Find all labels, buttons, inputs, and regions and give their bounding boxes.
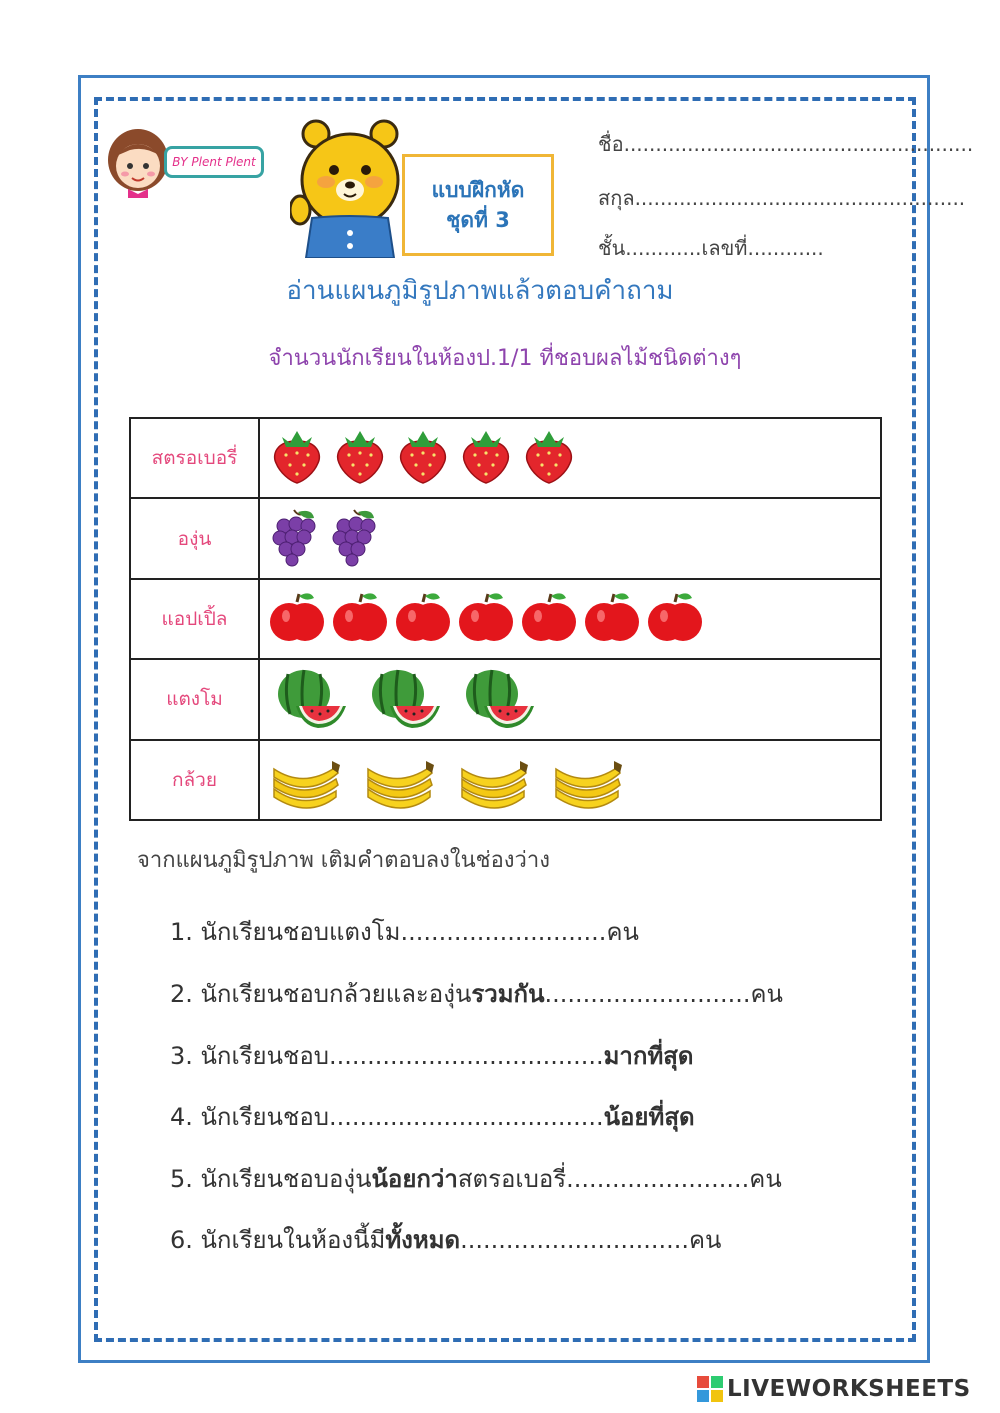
creator-label: BY Plent Plent: [164, 146, 264, 178]
question-text: 1. นักเรียนชอบแตงโม: [170, 918, 401, 946]
watermelon-icon: [456, 666, 536, 732]
question-text: 3. นักเรียนชอบ: [170, 1042, 329, 1070]
strawberry-icon: [394, 425, 452, 491]
answer-blank[interactable]: ....................................: [328, 1042, 604, 1070]
banana-icon: [362, 747, 434, 813]
strawberry-icon: [520, 425, 578, 491]
question-4: [170, 1097, 695, 1136]
pictograph-row: [130, 579, 881, 659]
answer-blank[interactable]: ...........................: [544, 980, 751, 1008]
class-number-field[interactable]: ชั้น............เลขที่............: [598, 236, 824, 260]
category-label: แอปเปิ้ล: [130, 579, 259, 659]
apple-icon: [646, 586, 704, 652]
question-2: [170, 974, 783, 1013]
liveworksheets-watermark: [697, 1376, 971, 1402]
pictograph-row: [130, 740, 881, 820]
question-unit: คน: [688, 1226, 722, 1254]
pictograph-icons: [259, 659, 881, 739]
banana-icon: [550, 747, 622, 813]
apple-icon: [457, 586, 515, 652]
category-label: แตงโม: [130, 659, 259, 739]
strawberry-icon: [331, 425, 389, 491]
set-title: แบบฝึกหัด: [431, 177, 525, 202]
page-title: อ่านแผนภูมิรูปภาพแล้วตอบคำถาม: [286, 276, 674, 306]
question-unit: คน: [750, 980, 783, 1008]
pictograph-icons: [259, 740, 881, 820]
answer-blank[interactable]: ...........................: [400, 918, 607, 946]
question-text: 5. นักเรียนชอบองุ่น: [170, 1165, 372, 1193]
bear-mascot-icon: [290, 118, 410, 258]
pictograph-row: [130, 659, 881, 739]
watermelon-icon: [268, 666, 348, 732]
question-6: [170, 1220, 721, 1259]
apple-icon: [268, 586, 326, 652]
watermelon-icon: [362, 666, 442, 732]
banana-icon: [268, 747, 340, 813]
question-text-after: สตรอเบอรี่: [457, 1165, 567, 1193]
watermark-text: LIVEWORKSHEETS: [727, 1376, 971, 1402]
question-5: [170, 1159, 782, 1198]
creator-badge: [106, 126, 266, 198]
grapes-icon: [268, 506, 320, 572]
strawberry-icon: [268, 425, 326, 491]
pictograph-table: [129, 417, 882, 821]
question-unit: คน: [606, 918, 639, 946]
chart-subtitle: จำนวนนักเรียนในห้องป.1/1 ที่ชอบผลไม้ชนิดต่างๆ: [268, 346, 742, 371]
apple-icon: [520, 586, 578, 652]
pictograph-icons: [259, 579, 881, 659]
answer-blank[interactable]: ..............................: [460, 1226, 689, 1254]
surname-field[interactable]: สกุล....................................................: [598, 186, 966, 210]
apple-icon: [331, 586, 389, 652]
pictograph-icons: [259, 418, 881, 498]
question-3: [170, 1036, 694, 1075]
question-text: 4. นักเรียนชอบ: [170, 1103, 329, 1131]
question-text: 6. นักเรียนในห้องนี้มี: [170, 1226, 386, 1254]
name-field[interactable]: ชื่อ.......................................................: [598, 132, 974, 156]
pictograph-row: [130, 418, 881, 498]
question-unit: คน: [749, 1165, 782, 1193]
pictograph-row: [130, 498, 881, 578]
question-unit: น้อยที่สุด: [603, 1103, 695, 1131]
banana-icon: [456, 747, 528, 813]
question-emphasis: รวมกัน: [471, 980, 545, 1008]
answer-blank[interactable]: ........................: [566, 1165, 750, 1193]
question-emphasis: ทั้งหมด: [385, 1226, 461, 1254]
question-text: 2. นักเรียนชอบกล้วยและองุ่น: [170, 980, 472, 1008]
apple-icon: [394, 586, 452, 652]
question-unit: มากที่สุด: [603, 1042, 694, 1070]
worksheet-set-box: [402, 154, 554, 256]
liveworksheets-logo-icon: [697, 1376, 723, 1402]
question-emphasis: น้อยกว่า: [371, 1165, 458, 1193]
strawberry-icon: [457, 425, 515, 491]
apple-icon: [583, 586, 641, 652]
answer-blank[interactable]: ....................................: [328, 1103, 604, 1131]
set-number: ชุดที่ 3: [446, 208, 510, 232]
question-1: [170, 912, 639, 951]
grapes-icon: [328, 506, 380, 572]
category-label: กล้วย: [130, 740, 259, 820]
instructions: จากแผนภูมิรูปภาพ เติมคำตอบลงในช่องว่าง: [137, 848, 550, 873]
category-label: องุ่น: [130, 498, 259, 578]
pictograph-icons: [259, 498, 881, 578]
category-label: สตรอเบอรี่: [130, 418, 259, 498]
